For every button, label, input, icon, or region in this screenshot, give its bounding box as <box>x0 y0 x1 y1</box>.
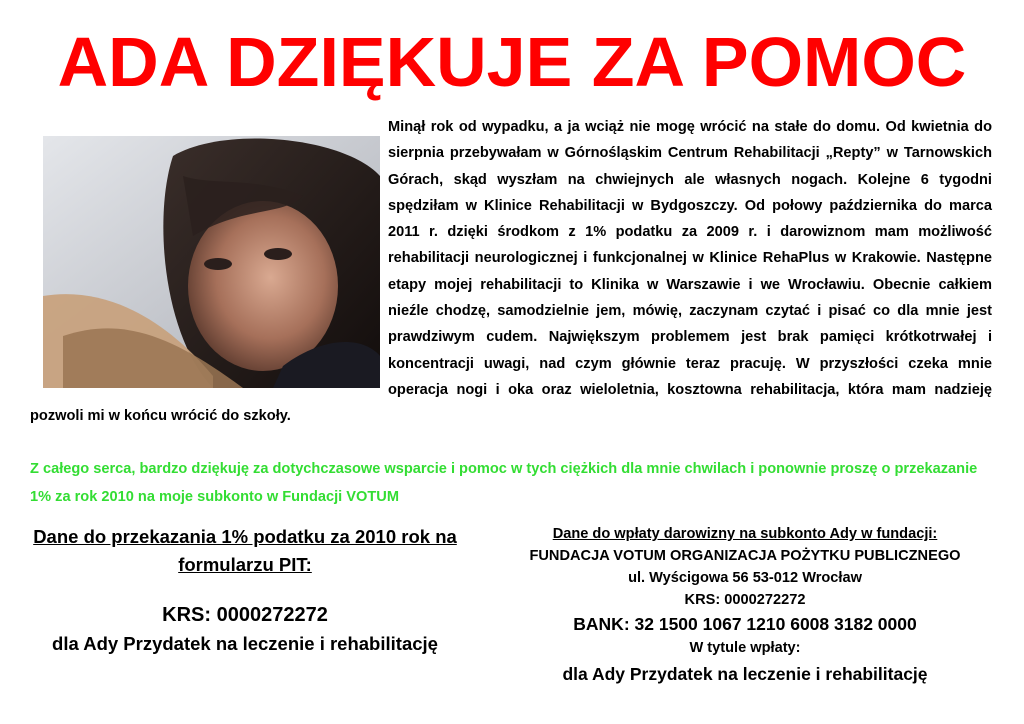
donation-bank: BANK: 32 1500 1067 1210 6008 3182 0000 <box>573 614 917 634</box>
donation-address: ul. Wyścigowa 56 53-012 Wrocław <box>628 570 862 586</box>
tax-krs: KRS: 0000272272 <box>162 604 328 626</box>
tax-purpose: dla Ady Przydatek na leczenie i rehabilitację <box>52 633 438 654</box>
thanks-paragraph: Z całego serca, bardzo dziękuję za dotychczasowe wsparcie i pomoc w tych ciężkich dla mnie chwilach i ponownie proszę o przekazanie 1% za rok 2010 na moje subkonto w Fundacji VOTUM <box>30 461 978 505</box>
tax-info-block <box>20 523 470 659</box>
donation-heading: Dane do wpłaty darowizny na subkonto Ady w fundacji: <box>552 526 938 542</box>
page-title: ADA DZIĘKUJE ZA POMOC <box>57 23 967 101</box>
donation-org: FUNDACJA VOTUM ORGANIZACJA POŻYTKU PUBLICZNEGO <box>529 548 961 564</box>
donation-purpose: dla Ady Przydatek na leczenie i rehabilitację <box>562 664 928 684</box>
story-text: Minął rok od wypadku, a ja wciąż nie mogę wrócić na stałe do domu. Od kwietnia do sierpnia przebywałam w Górnośląskim Centrum Rehabilitacji „Repty” w Tarnowskich Górach, skąd wyszłam na chwiejnych ale własnych nogach. Kolejne 6 tygodni spędziłam w Klinice Rehabilitacji w Bydgoszczy. Od połowy października do marca 2011 r. dzięki środkom z 1% podatku za 2009 r. i darowiznom mam możliwość rehabilitacji neurologicznej i funkcjonalnej w Klinice RehaPlus w Krakowie. Następne etapy mojej rehabilitacji to Klinika w Warszawie i we Wrocławiu. Obecnie całkiem nieźle chodzę, samodzielnie jem, mówię, zaczynam czytać i pisać co dla mnie jest prawdziwym cudem. Największym problemem jest brak pamięci krótkotrwałej i koncentracji uwagi, nad czym głównie teraz pracuję. W przyszłości czeka mnie operacja nogi i oka oraz wieloletnia, kosztowna rehabilitacja, która mam nadzieję pozwoli mi w końcu wrócić do szkoły. <box>30 119 992 425</box>
story-paragraph <box>30 114 992 430</box>
photo-spacer <box>30 114 388 384</box>
donation-krs: KRS: 0000272272 <box>684 592 806 608</box>
donation-info-block <box>500 523 990 689</box>
tax-heading: Dane do przekazania 1% podatku za 2010 rok na formularzu PIT: <box>33 526 457 575</box>
donation-title-label: W tytule wpłaty: <box>689 640 801 656</box>
